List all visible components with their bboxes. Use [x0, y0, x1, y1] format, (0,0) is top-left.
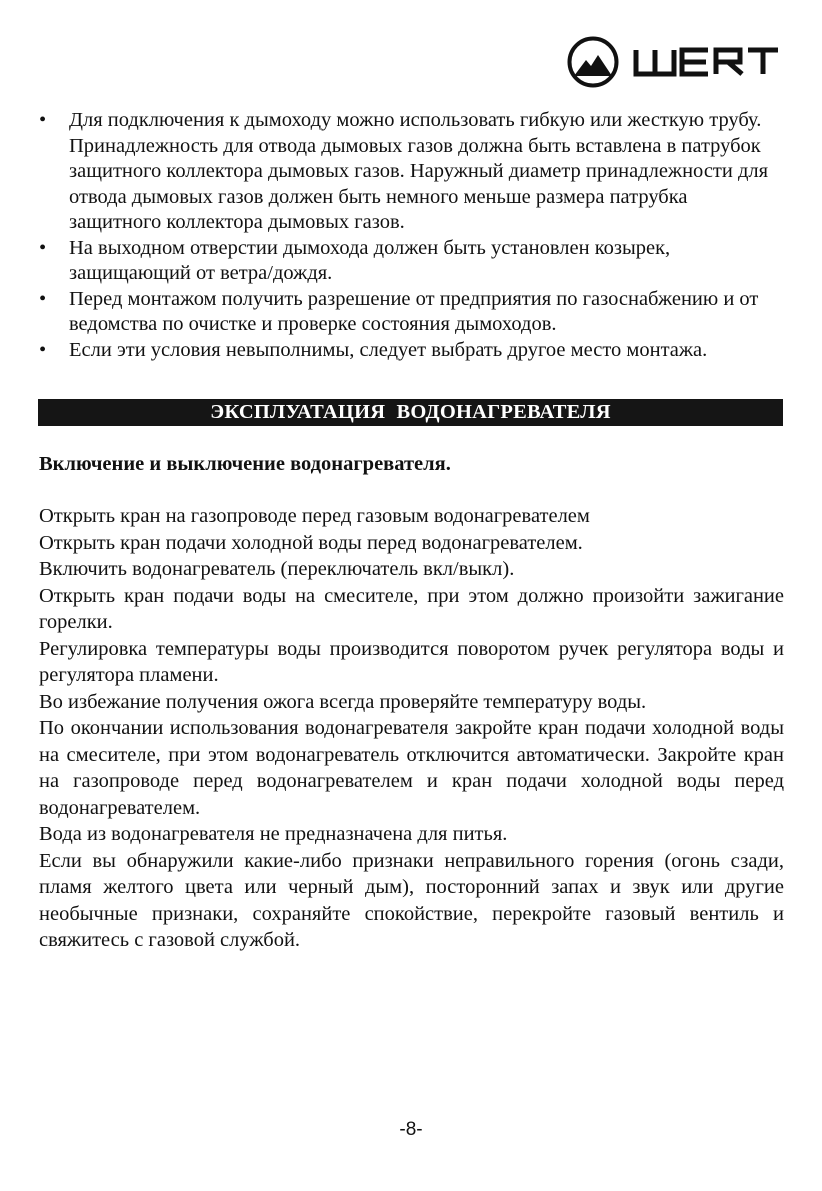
subheading: Включение и выключение водонагревателя. — [39, 453, 451, 475]
brand-logo — [566, 33, 782, 91]
installation-notes-list — [38, 108, 783, 363]
bullet-symbol: • — [39, 338, 47, 361]
section-title: ЭКСПЛУАТАЦИЯ ВОДОНАГРЕВАТЕЛЯ — [210, 401, 611, 423]
paragraph: Включить водонагреватель (переключатель вкл/выкл). — [39, 558, 515, 580]
paragraph: Вода из водонагревателя не предназначена для питья. — [39, 823, 508, 845]
bullet-symbol: • — [39, 236, 47, 259]
wert-logo-icon — [566, 33, 782, 91]
section-title-bar — [38, 399, 783, 426]
bullet-symbol: • — [39, 287, 47, 310]
operation-instructions — [39, 503, 784, 954]
list-item — [38, 108, 783, 236]
list-item — [38, 287, 783, 338]
paragraph: Во избежание получения ожога всегда проверяйте температуру воды. — [39, 690, 647, 713]
paragraph: Открыть кран подачи воды на смесителе, при этом должно произойти зажигание горелки. — [39, 584, 784, 633]
list-item-text: Перед монтажом получить разрешение от предприятия по газоснабжению и от ведомства по очистке и проверке состояния дымоходов. — [69, 287, 759, 335]
list-item — [38, 236, 783, 287]
bullet-symbol: • — [39, 109, 47, 131]
list-item-text: Если эти условия невыполнимы, следует выбрать другое место монтажа. — [69, 338, 708, 361]
paragraph: Если вы обнаружили какие-либо признаки неправильного горения (огонь сзади, пламя желтого цвета или черный дым), посторонний запах и звук или другие необычные признаки, сохраняйте спокойствие, перекройте газовый вентиль и свяжитесь с газовой службой. — [39, 849, 784, 951]
list-item-text: Для подключения к дымоходу можно использовать гибкую или жесткую трубу. Принадлежность для отвода дымовых газов должна быть вставлена в патрубок защитного коллектора дымовых газов. Наружный диаметр принадлежности для отвода дымовых газов должен быть немного меньше размера патрубка защитного коллектора дымовых газов. — [69, 109, 769, 233]
paragraph: По окончании использования водонагревателя закройте кран подачи холодной воды на смесителе, при этом водонагреватель отключится автоматически. Закройте кран на газопроводе перед водонагревателем и кран подачи холодной воды перед водонагревателем. — [39, 717, 784, 819]
list-item — [38, 338, 783, 364]
paragraph: Регулировка температуры воды производится поворотом ручек регулятора воды и регулятора пламени. — [39, 637, 784, 686]
page-number: -8- — [399, 1119, 423, 1140]
paragraph: Открыть кран на газопроводе перед газовым водонагревателем — [39, 505, 590, 527]
list-item-text: На выходном отверстии дымохода должен быть установлен козырек, защищающий от ветра/дождя. — [69, 236, 671, 284]
paragraph: Открыть кран подачи холодной воды перед водонагревателем. — [39, 531, 583, 554]
